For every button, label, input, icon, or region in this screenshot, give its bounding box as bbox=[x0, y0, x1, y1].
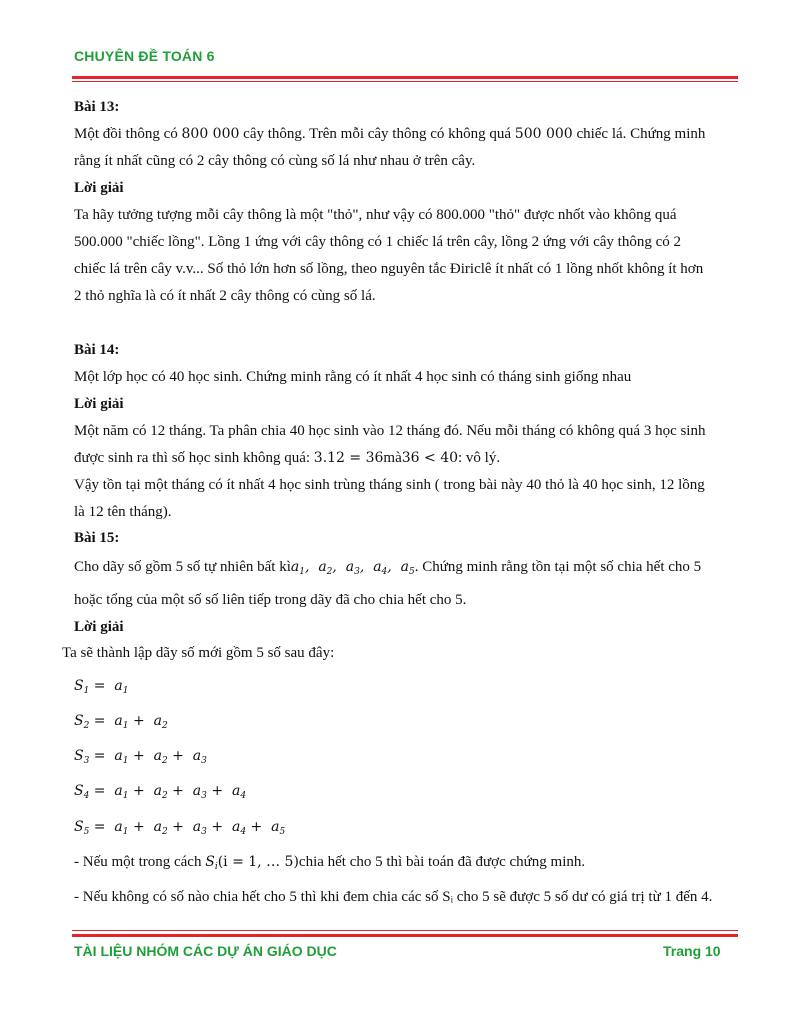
bai15-problem-line2: hoặc tổng của một số số liên tiếp trong dãy đã cho chia hết cho 5. bbox=[74, 592, 467, 608]
bai14-solution-line4: là 12 tên tháng). bbox=[74, 504, 172, 520]
footer-left-text: TÀI LIỆU NHÓM CÁC DỰ ÁN GIÁO DỤC bbox=[74, 943, 337, 959]
bai14-heading: Bài 14: bbox=[74, 342, 120, 358]
footer-rule-thin bbox=[72, 930, 738, 931]
equation-s4: $S_4 = a_1 + a_2 + a_3 + a_4$ bbox=[74, 783, 247, 801]
footer-rule bbox=[72, 934, 738, 937]
bai13-solution-line1: Ta hãy tưởng tượng mỗi cây thông là một "thỏ", như vậy có 800.000 "thỏ" được nhốt vào không quá bbox=[74, 207, 677, 223]
header-rule bbox=[72, 76, 738, 79]
header-title: CHUYÊN ĐỀ TOÁN 6 bbox=[74, 48, 215, 64]
bai13-problem-line2: rằng ít nhất cũng có 2 cây thông có cùng số lá như nhau ở trên cây. bbox=[74, 153, 476, 169]
bai13-solution-line3: chiếc lá trên cây v.v... Số thỏ lớn hơn số lồng, theo nguyên tắc Điriclê ít nhất có 1 lồng nhốt không ít hơn bbox=[74, 261, 704, 277]
math-range: (i = 1, … 5) bbox=[217, 854, 299, 870]
math-symbol: $S_i$ bbox=[205, 854, 218, 872]
text: : vô lý. bbox=[458, 450, 501, 466]
text: được sinh ra thì số học sinh không quá: bbox=[74, 450, 314, 466]
text: Cho dãy số gồm 5 số tự nhiên bất kì bbox=[74, 559, 291, 575]
equation-s3: $S_3 = a_1 + a_2 + a_3$ bbox=[74, 748, 207, 766]
page-number: Trang 10 bbox=[663, 943, 721, 959]
text: cây thông. Trên mỗi cây thông có không quá bbox=[239, 126, 515, 142]
bai14-solution-line2 bbox=[74, 449, 500, 467]
bai15-heading: Bài 15: bbox=[74, 530, 120, 546]
equation-s1: $S_1 = a_1$ bbox=[74, 678, 129, 696]
bai14-solution-heading: Lời giải bbox=[74, 396, 124, 412]
text: Một đồi thông có bbox=[74, 126, 182, 142]
bai13-problem-line1 bbox=[74, 125, 705, 143]
text: . Chứng minh rằng tồn tại một số chia hết cho 5 bbox=[414, 559, 702, 575]
bai15-case1 bbox=[74, 853, 585, 876]
bai13-solution-line2: 500.000 "chiếc lồng". Lồng 1 ứng với cây thông có 1 chiếc lá trên cây, lồng 2 ứng với cây thông có 2 bbox=[74, 234, 682, 250]
bai14-solution-line1: Một năm có 12 tháng. Ta phân chia 40 học sinh vào 12 tháng đó. Nếu mỗi tháng có không quá 3 học sinh bbox=[74, 423, 706, 439]
bai15-solution-heading: Lời giải bbox=[74, 619, 124, 635]
bai15-case2: - Nếu không có số nào chia hết cho 5 thì khi đem chia các số Sᵢ cho 5 sẽ được 5 số dư có giá trị từ 1 đến 4. bbox=[74, 889, 713, 905]
bai13-solution-heading: Lời giải bbox=[74, 180, 124, 196]
equation-s5: $S_5 = a_1 + a_2 + a_3 + a_4 + a_5$ bbox=[74, 819, 286, 837]
header-rule-thin bbox=[72, 81, 738, 82]
math-number: 800 000 bbox=[181, 126, 240, 142]
bai13-solution-line4: 2 thỏ nghĩa là có ít nhất 2 cây thông có cùng số lá. bbox=[74, 288, 376, 304]
math-expression: 3.12 = 36 bbox=[313, 450, 384, 466]
math-expression: 36 < 40 bbox=[401, 450, 459, 466]
equation-s2: $S_2 = a_1 + a_2$ bbox=[74, 713, 168, 731]
bai14-problem-line1: Một lớp học có 40 học sinh. Chứng minh rằng có ít nhất 4 học sinh có tháng sinh giống nhau bbox=[74, 369, 632, 385]
text: chiếc lá. Chứng minh bbox=[572, 126, 706, 142]
text: chia hết cho 5 thì bài toán đã được chứng minh. bbox=[298, 854, 586, 870]
text: - Nếu một trong cách bbox=[74, 854, 206, 870]
bai13-heading: Bài 13: bbox=[74, 99, 120, 115]
sequence-terms: $a_1$, $a_2$, $a_3$, $a_4$, $a_5$ bbox=[290, 559, 415, 577]
text: mà bbox=[383, 450, 402, 466]
bai15-problem-line1 bbox=[74, 558, 701, 581]
bai15-solution-intro: Ta sẽ thành lập dãy số mới gồm 5 số sau đây: bbox=[62, 645, 335, 661]
math-number: 500 000 bbox=[514, 126, 573, 142]
bai14-solution-line3: Vậy tồn tại một tháng có ít nhất 4 học sinh trùng tháng sinh ( trong bài này 40 thỏ là 40 học sinh, 12 lồng bbox=[74, 477, 705, 493]
